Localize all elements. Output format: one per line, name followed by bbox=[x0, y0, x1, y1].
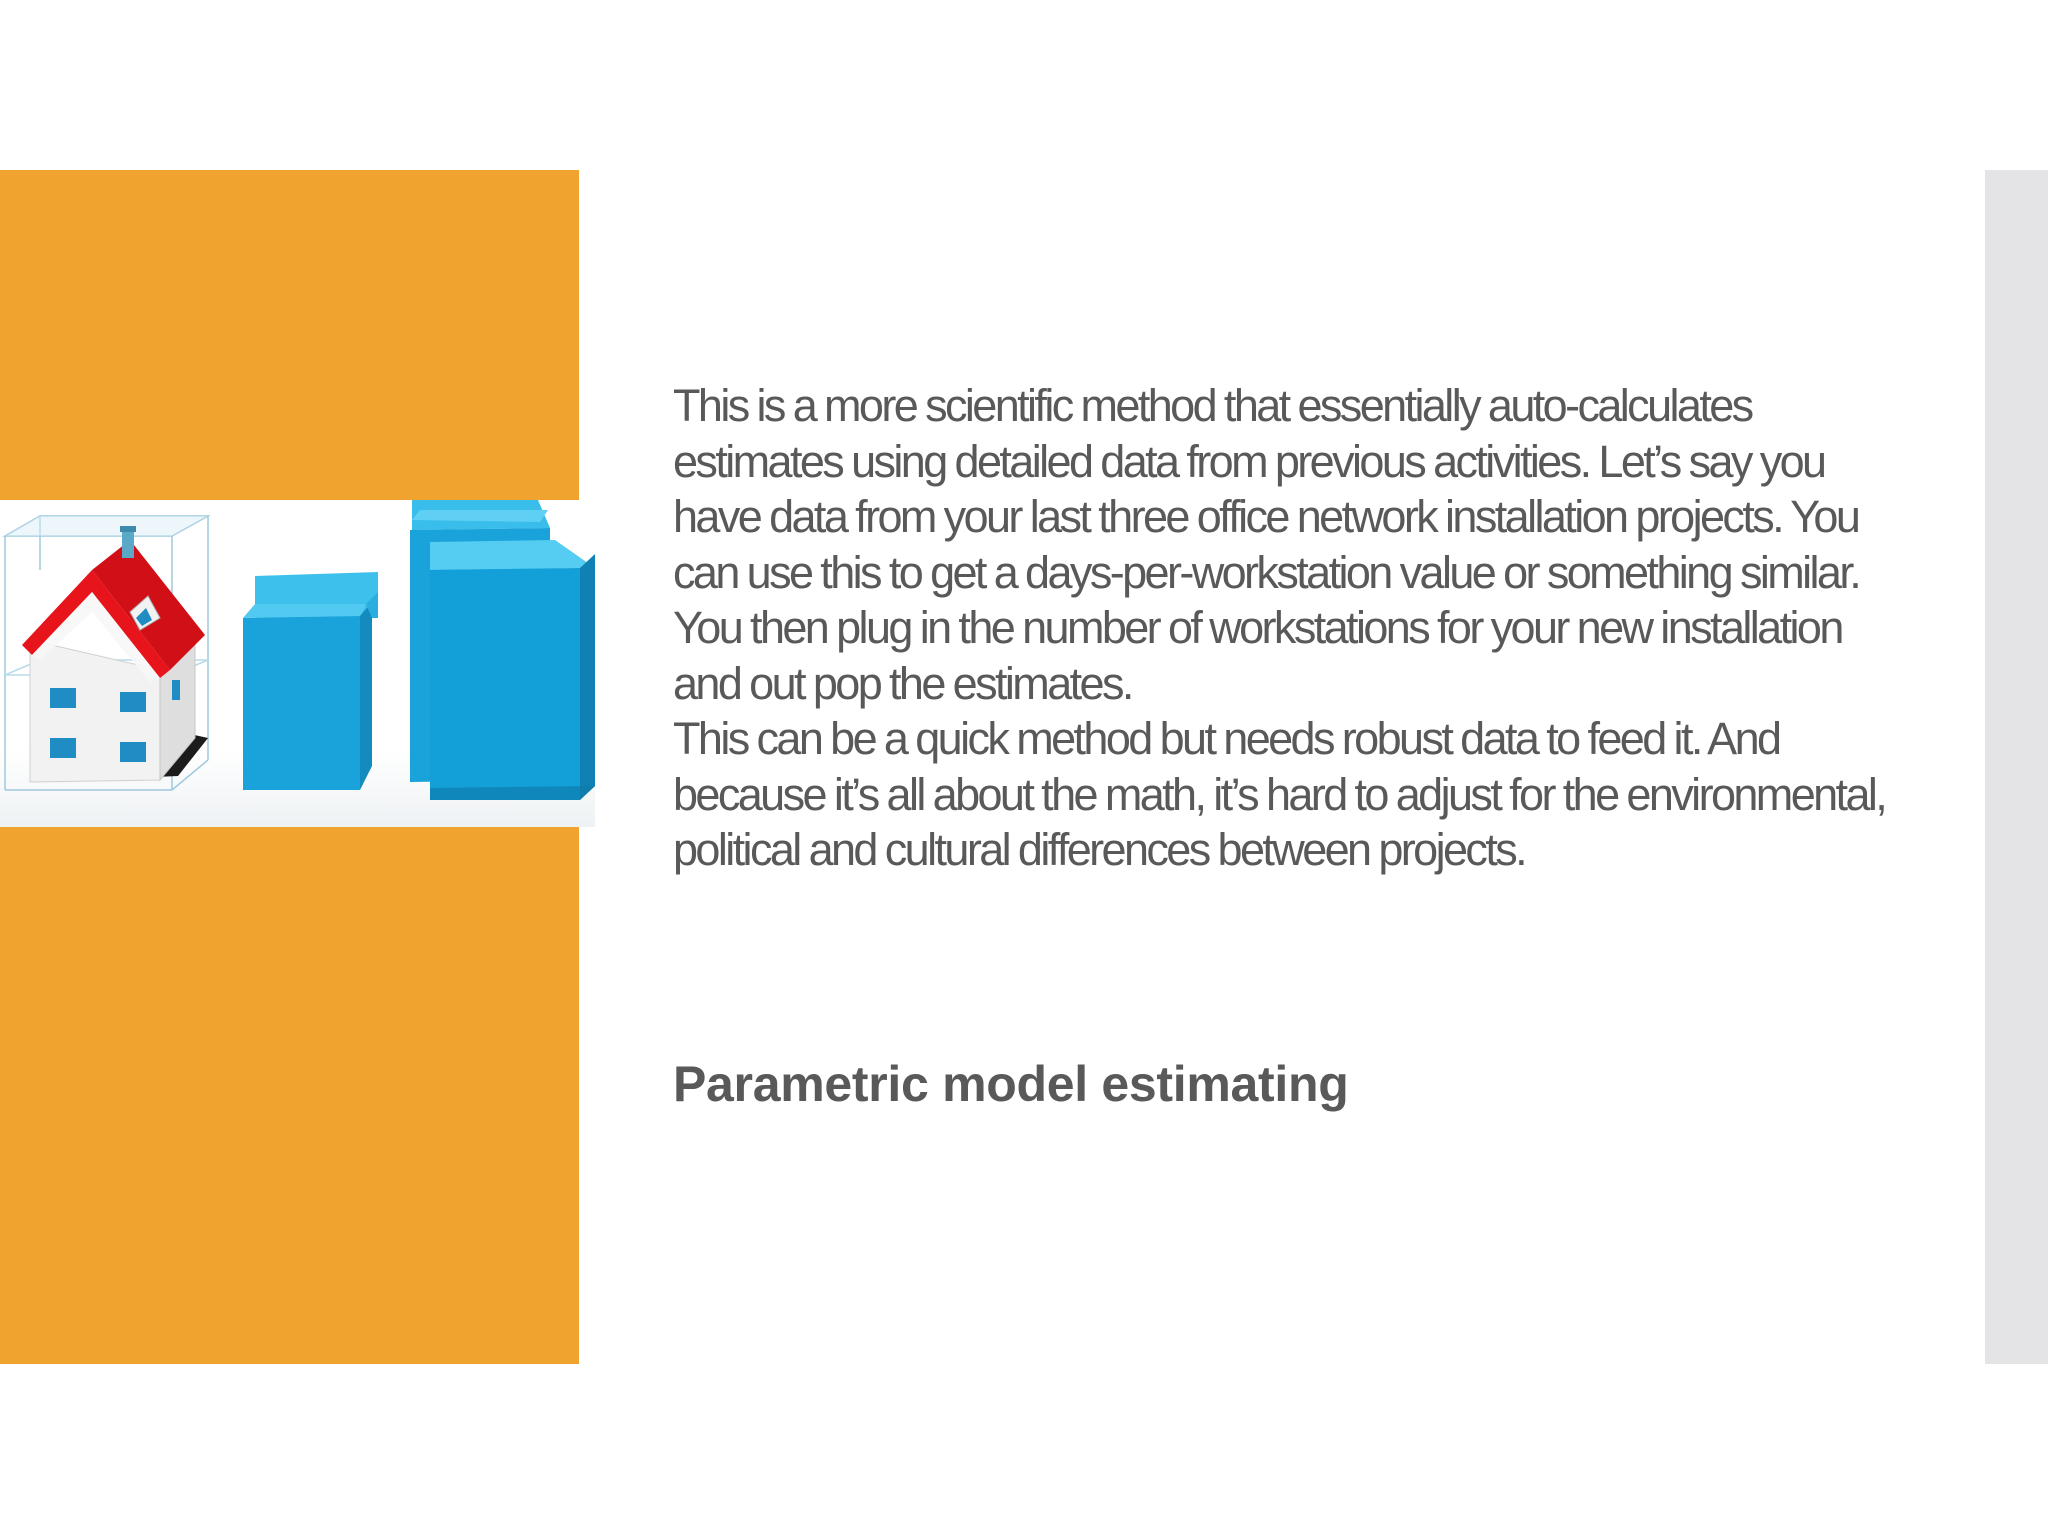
paragraph-1: This is a more scientific method that essentially auto-calculates estimates using detailed data from previous activities. Let’s say you have data from your last three office network installation projects. You can use this to get a days-per-workstation value or something similar. You then plug in the number of workstations for your new installation and out pop the estimates. bbox=[673, 380, 1860, 709]
house-and-bar-blocks-image bbox=[0, 500, 595, 827]
side-bar bbox=[1985, 170, 2048, 1364]
paragraph-2: This can be a quick method but needs robust data to feed it. And because it’s all about the math, it’s hard to adjust for the environmental, political and cultural differences between projects. bbox=[673, 713, 1886, 875]
body-text bbox=[673, 378, 1903, 878]
slide-title: Parametric model estimating bbox=[673, 1056, 1349, 1112]
